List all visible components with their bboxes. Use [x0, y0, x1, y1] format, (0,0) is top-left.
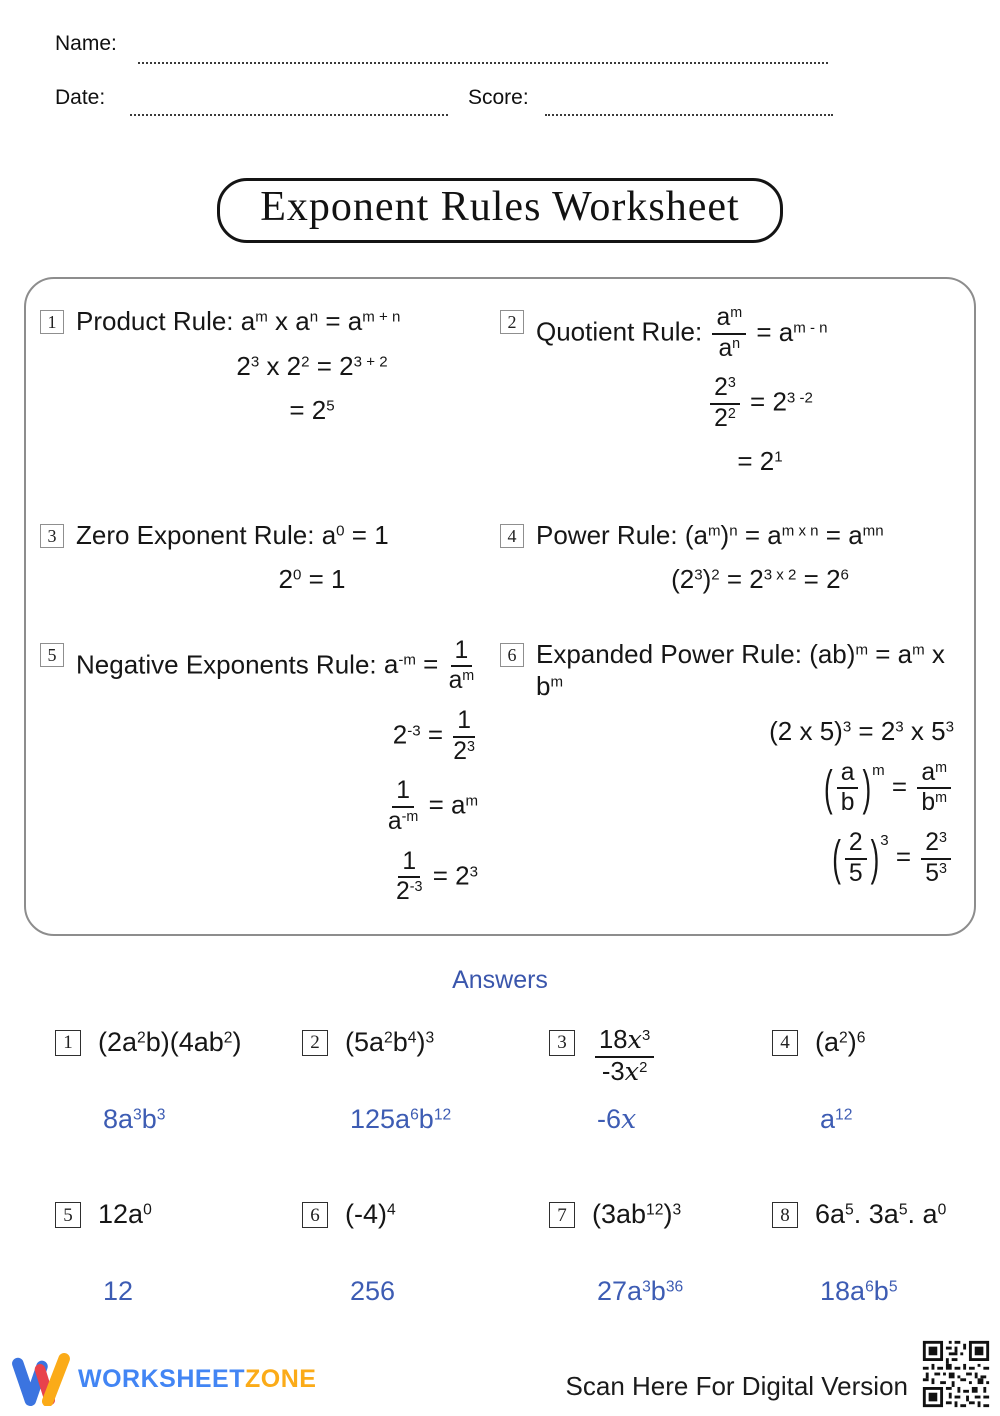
- rule-example: (2 x $5)^3 = 2^3$ x $5^3$: [769, 715, 954, 746]
- scan-here-text: Scan Here For Digital Version: [565, 1371, 908, 1401]
- logo-text: WORKSHEETZONE: [78, 1364, 317, 1393]
- problem-answer: $125a^6b^{12}$: [350, 1104, 452, 1135]
- problem-answer: 12: [103, 1276, 134, 1307]
- rule-formula: $(a^m)^n = a^{m x n} = a^{mn}$: [684, 519, 884, 550]
- problem-5: [55, 1199, 302, 1230]
- worksheetzone-logo: [12, 1352, 316, 1406]
- rule-name: Negative Exponents Rule:: [76, 649, 377, 680]
- score-line: [545, 114, 833, 116]
- problem-answer: $a^{12}$: [820, 1104, 853, 1135]
- rule-power: [500, 519, 964, 596]
- rule-number: 4: [500, 524, 524, 548]
- date-label: Date:: [55, 86, 106, 109]
- rule-zero-exponent: [40, 519, 500, 596]
- rule-formula: $a^0 = 1$: [321, 519, 389, 550]
- rule-example: $2^3$ x $2^2 = 2^{3 + 2}$: [236, 350, 388, 381]
- rule-formula: $a^{-m}$ = $\frac{1}{a^m}$: [383, 636, 475, 695]
- rule-example: $2^{-3}$ = $\frac{1}{2^3}$: [392, 706, 475, 765]
- problem-3: [549, 1024, 772, 1087]
- problem-number: 4: [772, 1030, 798, 1056]
- rule-number: 6: [500, 643, 524, 667]
- problem-8: [772, 1199, 1000, 1230]
- problem-expression: $12a^0$: [98, 1199, 152, 1230]
- answers-row-1: [0, 1104, 1000, 1135]
- qr-code: [920, 1338, 992, 1410]
- problem-answer: -6x: [597, 1104, 637, 1136]
- problem-number: 8: [772, 1202, 798, 1228]
- rule-example: $2^0 = 1$: [278, 564, 346, 595]
- problems-row-2: [0, 1199, 1000, 1230]
- problem-number: 3: [549, 1030, 575, 1056]
- rule-name: Zero Exponent Rule:: [76, 519, 315, 550]
- rule-example: = $2^5$: [289, 394, 335, 425]
- problem-expression: $(a^2)^6$: [815, 1026, 866, 1057]
- problem-number: 7: [549, 1202, 575, 1228]
- problem-answer: 256: [350, 1276, 396, 1307]
- rule-name: Quotient Rule:: [536, 316, 703, 347]
- problems-row-1: [0, 1024, 1000, 1087]
- rule-negative-exponents: [40, 638, 500, 906]
- problem-number: 5: [55, 1202, 81, 1228]
- answers-row-2: [0, 1276, 1000, 1307]
- name-line: [138, 62, 828, 64]
- problem-4: [772, 1027, 1000, 1058]
- rule-example: ( $\frac{a}{b}$ ) $^m$ = $\frac{a^m}{b^m}$: [500, 760, 954, 817]
- problem-expression: $6a^5$. $3a^5$. $a^0$: [815, 1199, 947, 1230]
- problem-expression: $(2a^2b)(4ab^2)$: [98, 1026, 242, 1057]
- rule-product: [40, 305, 500, 477]
- rule-number: 5: [40, 643, 64, 667]
- problem-number: 6: [302, 1202, 328, 1228]
- rule-number: 2: [500, 310, 524, 334]
- rule-number: 3: [40, 524, 64, 548]
- title-wrap: [0, 178, 1000, 243]
- rule-quotient: [500, 305, 964, 477]
- rule-name: Product Rule:: [76, 306, 234, 336]
- rule-example: $\frac{1}{2^{-3}}$ = $2^3$: [396, 847, 478, 906]
- header: [0, 0, 1000, 140]
- rule-formula: $a^m$ x $a^n = a^{m + n}$: [240, 306, 401, 336]
- rule-number: 1: [40, 310, 64, 334]
- rules-panel: [24, 277, 976, 936]
- problem-answer: $8a^3b^3$: [103, 1104, 166, 1135]
- page-title: Exponent Rules Worksheet: [217, 178, 782, 243]
- problem-expression: $(5a^2b^4)^3$: [345, 1026, 435, 1057]
- rule-example: $(2^3)^2 = 2^{3 x 2} = 2^6$: [671, 564, 849, 595]
- name-label: Name:: [55, 32, 117, 55]
- problem-answer: $27a^3b^{36}$: [597, 1276, 684, 1307]
- rule-example: = $2^1$: [737, 445, 783, 476]
- problem-number: 1: [55, 1030, 81, 1056]
- logo-w-icon: [12, 1352, 70, 1406]
- problem-7: [549, 1199, 772, 1230]
- rule-example: $\frac{2^3}{2^2}$ = $2^{3 -2}$: [556, 375, 964, 432]
- score-label: Score:: [468, 86, 529, 109]
- problem-6: [302, 1199, 549, 1230]
- footer: [0, 1324, 1000, 1416]
- problem-2: [302, 1027, 549, 1058]
- rule-name: Expanded Power Rule:: [536, 638, 802, 669]
- problem-1: [55, 1027, 302, 1058]
- problem-number: 2: [302, 1030, 328, 1056]
- rule-expanded-power: [500, 638, 964, 906]
- rule-example: $\frac{1}{a^{-m}}$ = $a^m$: [387, 777, 478, 835]
- rule-example: ( $\frac{2}{5}$ ) $^3$ = $\frac{2^3}{5^3}$: [500, 830, 954, 887]
- problem-expression: $\frac{18x^3}{-3x^2}$: [592, 1027, 657, 1086]
- answers-heading: Answers: [452, 965, 548, 994]
- problem-answer: $18a^6b^5$: [820, 1276, 898, 1307]
- rule-formula: $(ab)^m = a^m$ x $b^m$: [536, 638, 945, 702]
- problem-expression: $(3ab^{12})^3$: [592, 1199, 682, 1230]
- problems-section: [0, 1024, 1000, 1307]
- rule-name: Power Rule:: [536, 519, 678, 550]
- problem-expression: $(-4)^4$: [345, 1199, 396, 1230]
- rule-formula: $\frac{a^m}{a^n}$ = $a^{m - n}$: [709, 317, 827, 347]
- date-line: [130, 114, 448, 116]
